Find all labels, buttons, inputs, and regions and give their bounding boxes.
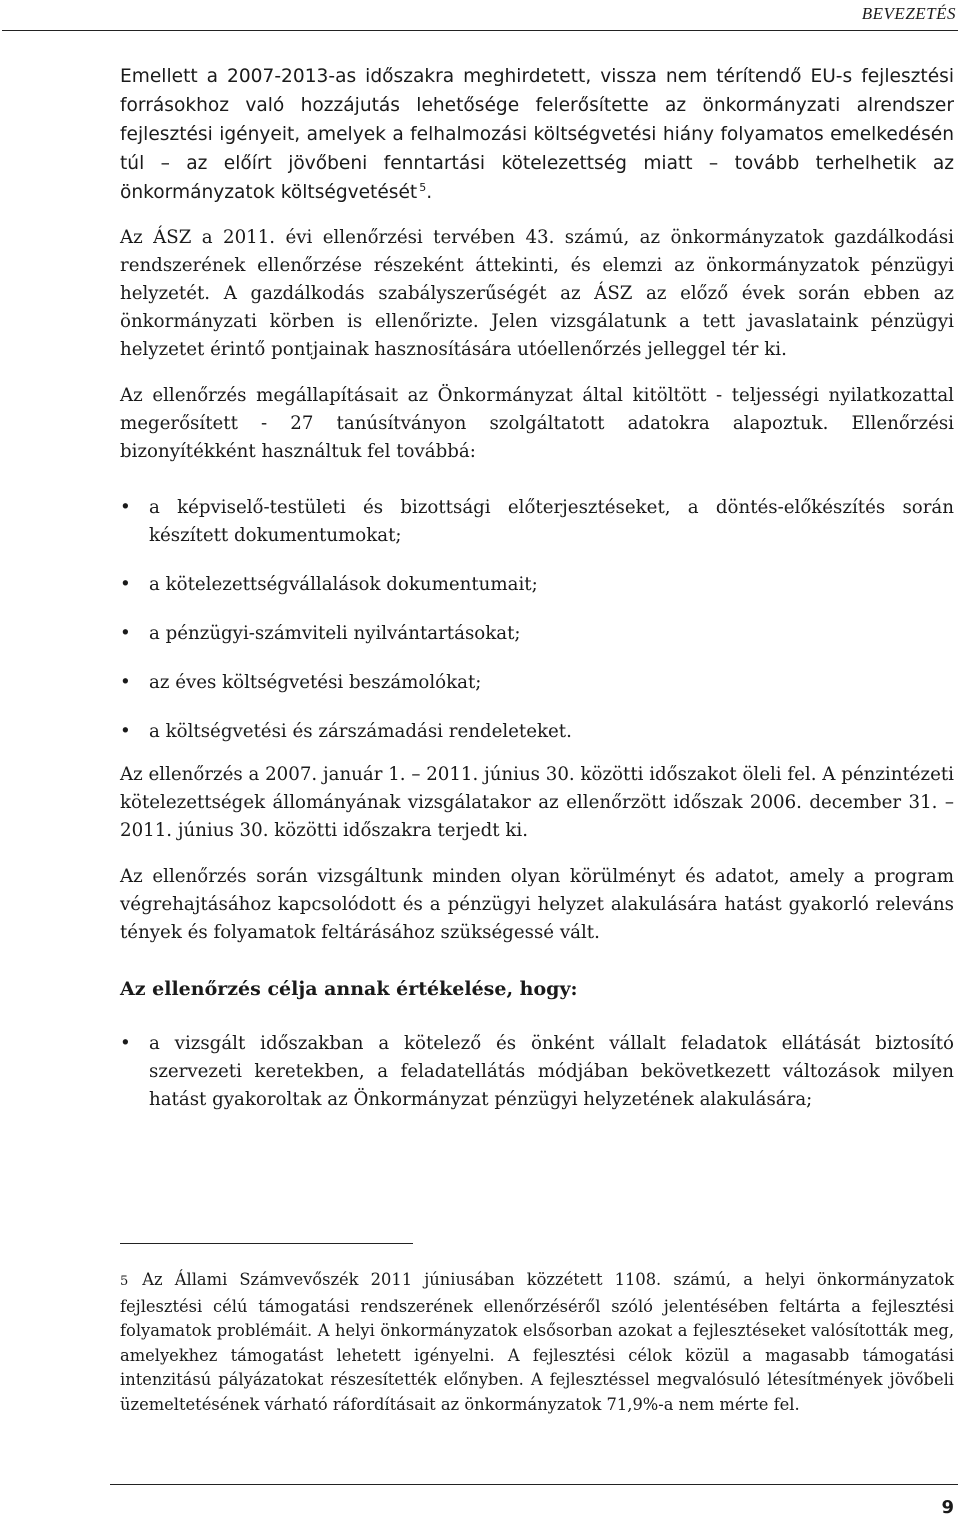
paragraph-intro-text: Emellett a 2007-2013-as időszakra meghirdetett, vissza nem térítendő EU-s fejlesztési forrásokhoz való hozzájutás lehetősége felerősítette az önkormányzati alrendszer fejlesztési igényeit, amelyek a felhalmozási költségvetési hiány folyamatos emelkedésén túl – az előírt jövőbeni fenntartási kötelezettség miatt – tovább terhelhetik az önkormányzatok költségvetését xyxy=(120,66,954,203)
footnote-reference[interactable]: 5 xyxy=(419,180,427,194)
paragraph-period: Az ellenőrzés a 2007. január 1. – 2011. június 30. közötti időszakot öleli fel. A pénzintézeti kötelezettségek állományának vizsgálatakor az ellenőrzött időszak 2006. december 31. – 2011. június 30. közötti időszakra terjedt ki. xyxy=(120,764,954,841)
list-item: • a pénzügyi-számviteli nyilvántartásokat; xyxy=(120,620,954,648)
list-item: • a képviselő-testületi és bizottsági előterjesztéseket, a döntés-előkészítés során készített dokumentumokat; xyxy=(120,494,954,550)
footnote-number: 5 xyxy=(120,1274,129,1289)
section-heading-aim: Az ellenőrzés célja annak értékelése, hogy: xyxy=(120,978,578,1000)
paragraph-scope: Az ellenőrzés során vizsgáltunk minden olyan körülményt és adatot, amely a program végrehajtásához kapcsolódott és a pénzügyi helyzet alakulására hatást gyakorló releváns tények és folyamatok feltárásához szükségessé vált. xyxy=(120,866,954,943)
list-item: • az éves költségvetési beszámolókat; xyxy=(120,669,954,697)
list-item: • a vizsgált időszakban a kötelező és önként vállalt feladatok ellátását biztosító szervezeti keretekben, a feladatellátás módjában bekövetkezett változások milyen hatást gyakoroltak az Önkormányzat pénzügyi helyzetének alakulására; xyxy=(120,1030,954,1114)
running-head: BEVEZETÉS xyxy=(861,4,956,23)
page-body xyxy=(120,62,954,1135)
paragraph-audit-plan: Az ÁSZ a 2011. évi ellenőrzési tervében 43. számú, az önkormányzatok gazdálkodási rendszerének ellenőrzése részeként áttekinti, és elemzi az önkormányzatok pénzügyi helyzetét. A gazdálkodás szabályszerűségét az ÁSZ az előző évek során ebben az önkormányzati körben is ellenőrizte. Jelen vizsgálatunk a tett javaslataink pénzügyi helyzetet érintő pontjainak hasznosítására utóellenőrzés jelleggel tér ki. xyxy=(120,227,954,360)
footnote-text: Az Állami Számvevőszék 2011 júniusában közzétett 1108. számú, a helyi önkormányzatok fejlesztési célú támogatási rendszerének ellenőrzéséről szóló jelentésében feltárta a fejlesztési folyamatok problémáit. A helyi önkormányzatok elsősorban azokat a fejlesztéseket valósították meg, amelyekhez támogatást lehetett igényelni. A fejlesztési célok közül a magasabb támogatási intenzitású pályázatokat részesítették előnyben. A fejlesztéssel megvalósuló létesítmények jövőbeli üzemeltetésének várható ráfordításait az önkormányzatok 71,9%-a nem mérte fel. xyxy=(120,1270,954,1414)
paragraph-intro-end: . xyxy=(426,182,433,203)
aim-list xyxy=(120,1030,954,1114)
page-number: 9 xyxy=(941,1497,954,1518)
list-item: • a kötelezettségvállalások dokumentumait; xyxy=(120,571,954,599)
header-rule xyxy=(2,30,958,31)
footnote xyxy=(120,1268,954,1417)
evidence-list xyxy=(120,494,954,746)
footer-rule xyxy=(110,1484,958,1485)
list-item: • a költségvetési és zárszámadási rendeleteket. xyxy=(120,718,954,746)
footnote-rule xyxy=(120,1243,413,1244)
paragraph-evidence-intro: Az ellenőrzés megállapításait az Önkormányzat által kitöltött - teljességi nyilatkozattal megerősített - 27 tanúsítványon szolgáltatott adatokra alapoztuk. Ellenőrzési bizonyítékként használtuk fel továbbá: xyxy=(120,385,954,462)
paragraph-intro xyxy=(120,62,954,207)
